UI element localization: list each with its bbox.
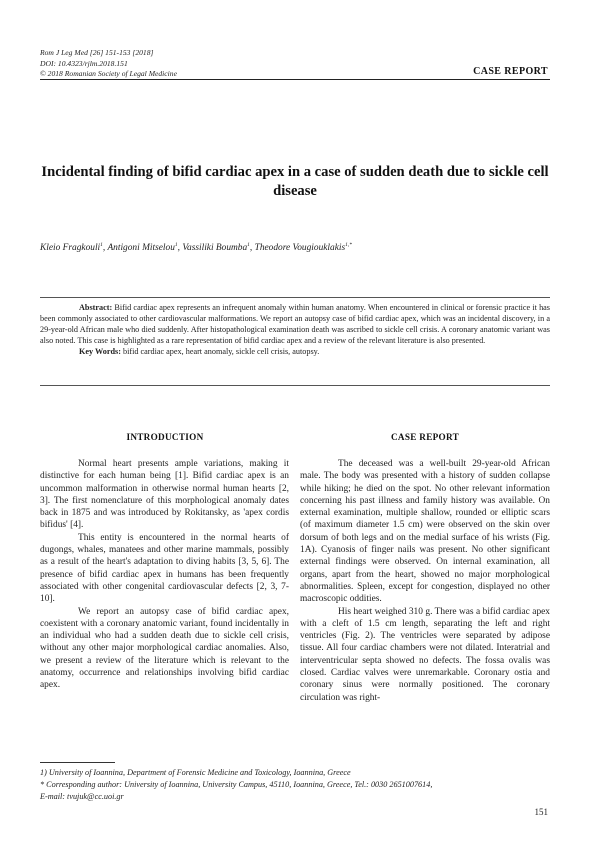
body-paragraph: Normal heart presents ample variations, making it distinctive for each human being [1]. Bifid cardiac apex is an uncommon malformation in otherwise normal human hearts [2, 3]. The first nomenclature of this morphological anomaly dates back in 1875 and was introduced by Rokitansky, as 'apex cordis bifidus' [4]. bbox=[40, 459, 289, 531]
author-separator: , bbox=[177, 243, 183, 254]
author-affiliation: 1,* bbox=[345, 242, 353, 248]
footnote-corresponding-author: * Corresponding author: University of Ioannina, University Campus, 45110, Ioannina, Greece, Tel.: 0030 2651007614, bbox=[40, 779, 433, 789]
footnote-email: E-mail: tvujuk@cc.uoi.gr bbox=[40, 791, 124, 801]
author-name: Vassiliki Boumba bbox=[182, 243, 248, 254]
keywords-text: bifid cardiac apex, heart anomaly, sickle cell crisis, autopsy. bbox=[122, 347, 320, 356]
abstract-top-rule bbox=[40, 297, 550, 298]
footnotes bbox=[40, 767, 552, 802]
page-number: 151 bbox=[534, 807, 548, 817]
article-title: Incidental finding of bifid cardiac apex in a case of sudden death due to sickle cell disease bbox=[41, 164, 549, 199]
author-affiliation: 1 bbox=[100, 242, 103, 248]
abstract bbox=[40, 302, 550, 357]
body-paragraph: We report an autopsy case of bifid cardiac apex, coexistent with a coronary anatomic variant, found incidentally in an individual who had a sudden death due to sickle cell crisis, without any other major morphological cardiac anomalies. Also, we present a review of the literature which is relevant to the anatomy, occurrence and relationships involving bifid cardiac apex. bbox=[40, 606, 289, 691]
author-affiliation: 1 bbox=[174, 242, 178, 248]
keywords-paragraph bbox=[40, 346, 550, 357]
author-separator: , bbox=[249, 243, 255, 254]
abstract-text: Bifid cardiac apex represents an infrequent anomaly within human anatomy. When encountered in clinical or forensic practice it has been commonly associated to other cardiovascular malformations. We report an autopsy case of bifid cardiac apex, which was an incidental discovery, in a 29-year-old African male who died suddenly. After histopathological examination death was ascribed to sickle cell crisis. A coronary anatomic variant was also noted. This case is highlighted as a rare representation of bifid cardiac apex and a review of the relevant literature is also presented. bbox=[40, 303, 550, 345]
abstract-bottom-rule bbox=[40, 385, 550, 386]
case-report-heading: CASE REPORT bbox=[390, 432, 460, 442]
journal-copyright: © 2018 Romanian Society of Legal Medicine bbox=[40, 69, 177, 78]
footnote-rule bbox=[40, 762, 115, 763]
author-name: Kleio Fragkouli bbox=[40, 243, 101, 254]
keywords-label: Key Words: bbox=[79, 347, 121, 356]
header-rule bbox=[40, 79, 550, 80]
author-separator: , bbox=[102, 243, 108, 254]
article-type: CASE REPORT bbox=[473, 66, 548, 77]
journal-doi: DOI: 10.4323/rjlm.2018.151 bbox=[40, 58, 128, 68]
abstract-paragraph bbox=[40, 302, 550, 346]
journal-citation: Rom J Leg Med [26] 151-153 [2018] bbox=[40, 48, 154, 57]
author-name: Theodore Vougiouklakis bbox=[254, 243, 346, 254]
author-affiliation: 1 bbox=[247, 242, 250, 248]
body-paragraph: This entity is encountered in the normal hearts of dugongs, whales, manatees and other marine mammals, possibly as a result of the heart's adaptation to diving habits [3, 5, 6]. The presence of bifid cardiac apex in humans has been frequently associated with other congenital cardiovascular defects [2, 3, 7-10]. bbox=[40, 532, 289, 605]
footnote-affiliation: 1) University of Ioannina, Department of Forensic Medicine and Toxicology, Ioannina, Greece bbox=[40, 768, 351, 777]
author-name: Antigoni Mitselou bbox=[107, 243, 175, 254]
case-report-column bbox=[300, 458, 550, 704]
body-paragraph: His heart weighed 310 g. There was a bifid cardiac apex with a cleft of 1.5 cm length, separating the left and right ventricles (Fig. 2). The ventricles were separated by adipose tissue. All four cardiac chambers were not dilated. Interatrial and interventricular septa showed no defects. The fossa ovalis was closed. Cardiac valves were unremarkable. Coronary ostia and coronary sinus were normally positioned. The coronary circulation was right- bbox=[300, 606, 550, 703]
journal-meta bbox=[40, 48, 300, 80]
body-paragraph: The deceased was a well-built 29-year-old African male. The body was presented with a history of sudden collapse while hiking; he died on the spot. No other relevant information concerning his past illness and family history was available. On external examination, multiple shallow, rounded or elliptic scars (of maximum diameter 1.5 cm) were observed on the skin over dorsum of both legs and on the medial surface of his wrists (Fig. 1A). Cyanosis of finger nails was present. No other significant external findings were observed. On internal examination, all organs, apart from the heart, showed no major morphological abnormalities. Spleen, except for congestion, displayed no other macroscopic oddities. bbox=[300, 459, 550, 605]
abstract-label: Abstract: bbox=[79, 303, 113, 312]
introduction-heading: INTRODUCTION bbox=[126, 432, 204, 442]
introduction-column bbox=[40, 458, 289, 692]
author-list bbox=[40, 242, 550, 253]
